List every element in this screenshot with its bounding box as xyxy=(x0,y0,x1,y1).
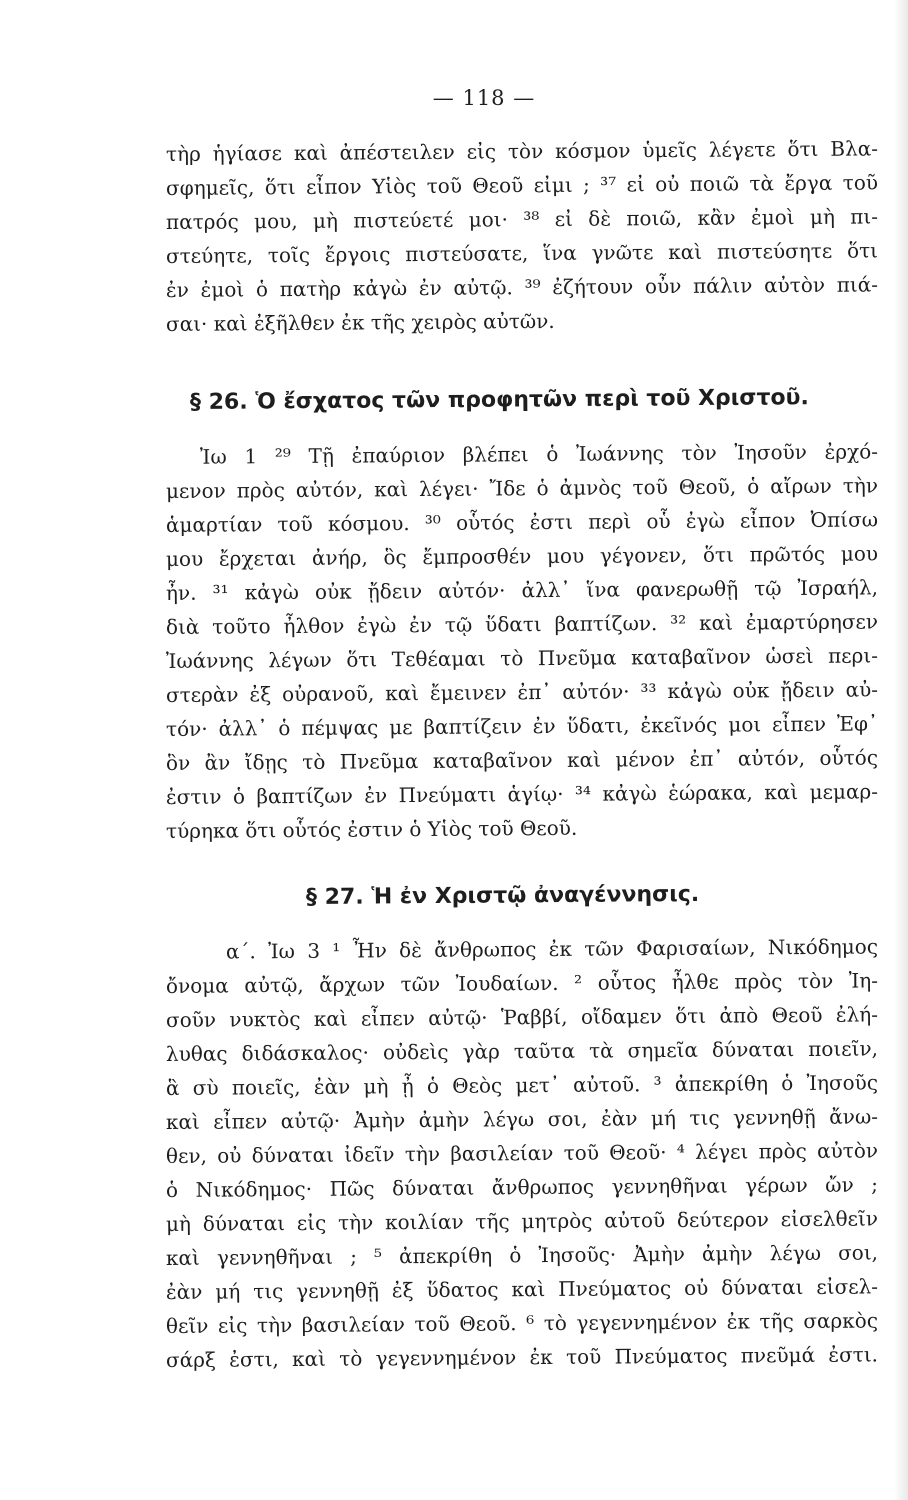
section-27-paragraph xyxy=(166,935,878,1377)
text-line: λυθας διδάσκαλος· οὐδεὶς γὰρ ταῦτα τὰ σημεῖα δύναται ποιεῖν, xyxy=(165,1036,879,1066)
text-line: ἁμαρτίαν τοῦ κόσμου. ³⁰ οὗτός ἐστι περὶ οὗ ἐγὼ εἶπον Ὀπίσω xyxy=(165,507,879,537)
text-line: διὰ τοῦτο ἦλθον ἐγὼ ἐν τῷ ὕδατι βαπτίζων. ³² καὶ ἐμαρτύρησεν xyxy=(165,609,879,639)
text-line: θεν, οὐ δύναται ἰδεῖν τὴν βασιλείαν τοῦ Θεοῦ· ⁴ λέγει πρὸς αὐτὸν xyxy=(165,1138,879,1168)
text-line: καὶ εἶπεν αὐτῷ· Ἀμὴν ἀμὴν λέγω σοι, ἐὰν μή τις γεννηθῇ ἄνω- xyxy=(165,1104,879,1134)
text-line: σαι· καὶ ἐξῆλθεν ἐκ τῆς χειρὸς αὐτῶν. xyxy=(165,308,555,336)
text-line: στερὰν ἐξ οὐρανοῦ, καὶ ἔμεινεν ἐπ᾽ αὐτόν· ³³ κἀγὼ οὐκ ᾔδειν αὐ- xyxy=(165,677,879,707)
page-number: — 118 — xyxy=(432,86,536,110)
text-line: τὴρ ἡγίασε καὶ ἀπέστειλεν εἰς τὸν κόσμον ὑμεῖς λέγετε ὅτι Βλα- xyxy=(165,136,879,166)
text-line: ἐὰν μή τις γεννηθῇ ἐξ ὕδατος καὶ Πνεύματος οὐ δύναται εἰσελ- xyxy=(165,1274,879,1304)
page-edge-shadow xyxy=(894,0,908,1500)
text-line: ὁ Νικόδημος· Πῶς δύναται ἄνθρωπος γεννηθῆναι γέρων ὤν ; xyxy=(165,1172,879,1202)
section-heading-27: § 27. Ἡ ἐν Χριστῷ ἀναγέννησις. xyxy=(305,881,700,910)
text-line: ἃ σὺ ποιεῖς, ἐὰν μὴ ᾖ ὁ Θεὸς μετ᾽ αὐτοῦ. ³ ἀπεκρίθη ὁ Ἰησοῦς xyxy=(165,1070,879,1100)
text-line: ὄνομα αὐτῷ, ἄρχων τῶν Ἰουδαίων. ² οὗτος ἦλθε πρὸς τὸν Ἰη- xyxy=(165,968,879,998)
section-26-paragraph xyxy=(166,440,878,848)
text-line: μὴ δύναται εἰς τὴν κοιλίαν τῆς μητρὸς αὐτοῦ δεύτερον εἰσελθεῖν xyxy=(165,1206,879,1236)
text-line: στεύητε, τοῖς ἔργοις πιστεύσατε, ἵνα γνῶτε καὶ πιστεύσητε ὅτι xyxy=(165,238,879,268)
text-line: καὶ γεννηθῆναι ; ⁵ ἀπεκρίθη ὁ Ἰησοῦς· Ἀμὴν ἀμὴν λέγω σοι, xyxy=(165,1240,879,1270)
text-line: ἦν. ³¹ κἀγὼ οὐκ ᾔδειν αὐτόν· ἀλλ᾽ ἵνα φανερωθῇ τῷ Ἰσραήλ, xyxy=(165,575,879,605)
text-line: ἐστιν ὁ βαπτίζων ἐν Πνεύματι ἁγίῳ· ³⁴ κἀγὼ ἑώρακα, καὶ μεμαρ- xyxy=(165,779,879,809)
text-line: Ἰω 1 ²⁹ Τῇ ἐπαύριον βλέπει ὁ Ἰωάννης τὸν Ἰησοῦν ἐρχό- xyxy=(199,439,879,469)
text-line: σοῦν νυκτὸς καὶ εἶπεν αὐτῷ· Ῥαββί, οἴδαμεν ὅτι ἀπὸ Θεοῦ ἐλή- xyxy=(165,1002,879,1032)
text-line: α΄. Ἰω 3 ¹ Ἦν δὲ ἄνθρωπος ἐκ τῶν Φαρισαίων, Νικόδημος xyxy=(225,934,879,964)
text-line: θεῖν εἰς τὴν βασιλείαν τοῦ Θεοῦ. ⁶ τὸ γεγεννημένον ἐκ τῆς σαρκὸς xyxy=(165,1308,879,1338)
text-line: σάρξ ἐστι, καὶ τὸ γεγεννημένον ἐκ τοῦ Πνεύματος πνεῦμά ἐστι. xyxy=(165,1342,879,1372)
section-heading-26: § 26. Ὁ ἔσχατος τῶν προφητῶν περὶ τοῦ Χριστοῦ. xyxy=(189,385,809,415)
text-line: τύρηκα ὅτι οὗτός ἐστιν ὁ Υἱὸς τοῦ Θεοῦ. xyxy=(165,815,578,843)
text-line: πατρός μου, μὴ πιστεύετέ μοι· ³⁸ εἰ δὲ ποιῶ, κἂν ἐμοὶ μὴ πι- xyxy=(165,204,879,234)
text-line: μου ἔρχεται ἀνήρ, ὃς ἔμπροσθέν μου γέγονεν, ὅτι πρῶτός μου xyxy=(165,541,879,571)
continuation-paragraph xyxy=(166,137,878,341)
text-line: ἐν ἐμοὶ ὁ πατὴρ κἀγὼ ἐν αὐτῷ. ³⁹ ἐζήτουν οὖν πάλιν αὐτὸν πιά- xyxy=(165,272,879,302)
text-line: Ἰωάννης λέγων ὅτι Τεθέαμαι τὸ Πνεῦμα καταβαῖνον ὡσεὶ περι- xyxy=(165,643,879,673)
text-line: ὃν ἂν ἴδῃς τὸ Πνεῦμα καταβαῖνον καὶ μένον ἐπ᾽ αὐτόν, οὗτός xyxy=(165,745,879,775)
text-line: τόν· ἀλλ᾽ ὁ πέμψας με βαπτίζειν ἐν ὕδατι, ἐκεῖνός μοι εἶπεν Ἐφ᾽ xyxy=(165,711,879,741)
text-line: σφημεῖς, ὅτι εἶπον Υἱὸς τοῦ Θεοῦ εἰμι ; ³⁷ εἰ οὐ ποιῶ τὰ ἔργα τοῦ xyxy=(165,170,879,200)
text-line: μενον πρὸς αὐτόν, καὶ λέγει· Ἴδε ὁ ἀμνὸς τοῦ Θεοῦ, ὁ αἴρων τὴν xyxy=(165,473,879,503)
